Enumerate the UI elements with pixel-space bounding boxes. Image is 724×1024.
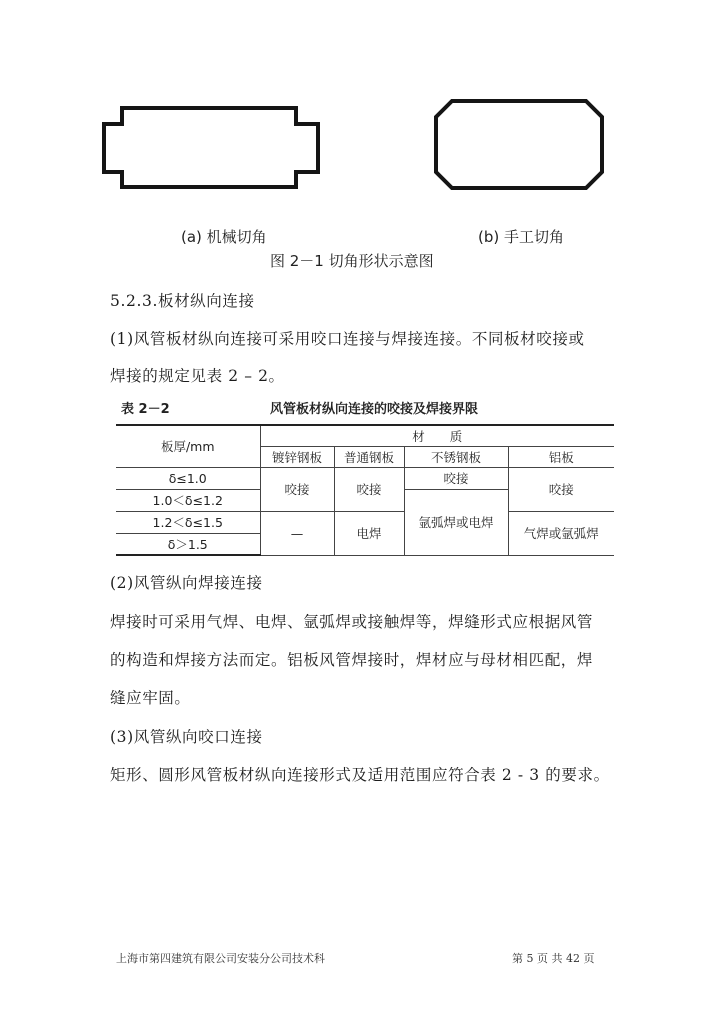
figure-label-a: (a) 机械切角 [181,228,267,246]
cell-ordinary-thick: 电焊 [334,511,404,555]
paragraph-3-heading: (3)风管纵向咬口连接 [110,728,263,746]
header-material: 材 质 [260,425,614,446]
thickness-row-2: 1.0＜δ≤1.2 [116,489,260,511]
material-ordinary: 普通钢板 [334,446,404,467]
thickness-row-4: δ＞1.5 [116,533,260,555]
table-title: 风管板材纵向连接的咬接及焊接界限 [270,402,479,417]
thickness-row-3: 1.2＜δ≤1.5 [116,511,260,533]
manual-corner-cut-shape [436,101,602,188]
footer-page-number: 第 5 页 共 42 页 [512,952,595,965]
paragraph-2-line-2: 的构造和焊接方法而定。铝板风管焊接时，焊材应与母材相匹配，焊 [110,651,594,669]
paragraph-2-line-3: 缝应牢固。 [110,689,191,707]
thickness-row-1: δ≤1.0 [116,467,260,489]
mechanical-corner-cut-shape [104,108,318,187]
cell-ordinary-thin: 咬接 [334,467,404,511]
paragraph-1-line-2: 焊接的规定见表 2 – 2。 [110,367,285,385]
footer-company: 上海市第四建筑有限公司安装分公司技术科 [116,952,325,965]
material-aluminum: 铝板 [508,446,614,467]
table-number: 表 2－2 [121,402,170,417]
material-stainless: 不锈钢板 [404,446,508,467]
joint-limits-table [116,424,614,556]
cell-aluminum-thick: 气焊或氩弧焊 [508,511,614,555]
figure-label-b: (b) 手工切角 [478,228,564,246]
cell-stainless-thin: 咬接 [404,467,508,489]
cell-stainless-thick: 氩弧焊或电焊 [404,489,508,555]
cell-galvanized-thick: — [260,511,334,555]
paragraph-2-heading: (2)风管纵向焊接连接 [110,574,263,592]
material-galvanized: 镀锌钢板 [260,446,334,467]
corner-cut-figure [0,0,724,260]
paragraph-2-line-1: 焊接时可采用气焊、电焊、氩弧焊或接触焊等，焊缝形式应根据风管 [110,613,594,631]
paragraph-3-line-1: 矩形、圆形风管板材纵向连接形式及适用范围应符合表 2 - 3 的要求。 [110,766,610,784]
paragraph-1-line-1: (1)风管板材纵向连接可采用咬口连接与焊接连接。不同板材咬接或 [110,330,585,348]
header-thickness: 板厚/mm [116,425,260,467]
cell-aluminum-thin: 咬接 [508,467,614,511]
section-heading: 5.2.3.板材纵向连接 [110,292,255,310]
figure-caption: 图 2－1 切角形状示意图 [270,252,434,270]
cell-galvanized-thin: 咬接 [260,467,334,511]
